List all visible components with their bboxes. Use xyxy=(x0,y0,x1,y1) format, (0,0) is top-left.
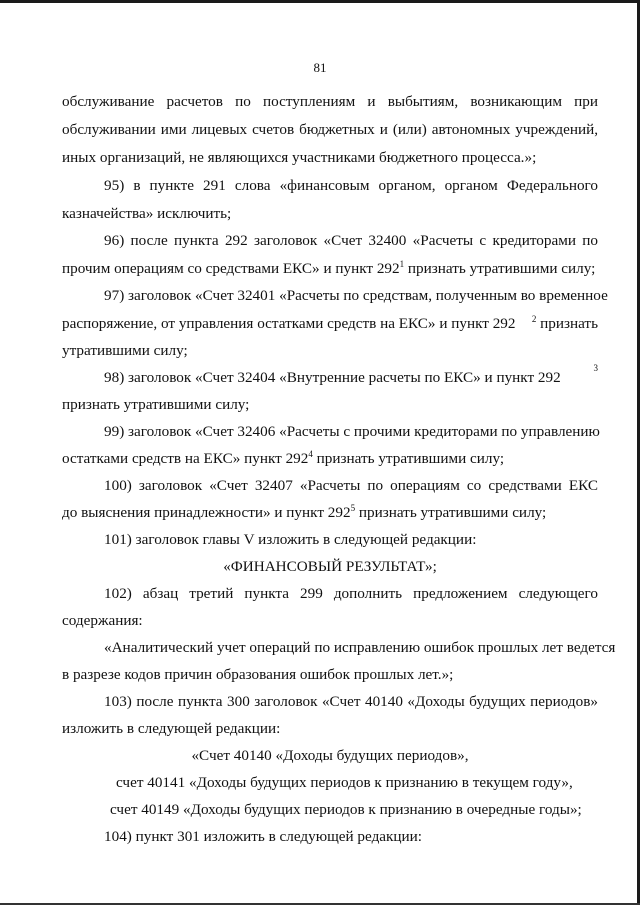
quoted-text: «Аналитический учет операций по исправлению ошибок прошлых лет ведется xyxy=(104,639,616,656)
text-line: прочим операциям со средствами ЕКС» и пункт $292^1$ признать утратившими силу; xyxy=(62,259,596,277)
list-item-95: 95) в пункте 291 слова «финансовым органом, органом Федерального xyxy=(104,177,598,194)
text-line: обслуживании ими лицевых счетов бюджетных и (или) автономных учреждений, xyxy=(62,121,598,138)
text-line: обслуживание расчетов по поступлениям и выбытиям, возникающим при xyxy=(62,93,598,110)
text-line: содержания: xyxy=(62,612,143,629)
account-heading: «Счет 40140 «Доходы будущих периодов», xyxy=(191,747,469,764)
text-line: до выяснения принадлежности» и пункт $292^5$ признать утратившими силу; xyxy=(62,503,547,521)
page-number: 81 xyxy=(313,60,327,75)
text-line: утратившими силу; xyxy=(62,342,188,359)
text-line: распоряжение, от управления остатками средств на ЕКС» и пункт 292 $^2$ признать xyxy=(62,314,598,332)
text-line: в разрезе кодов причин образования ошибок прошлых лет.»; xyxy=(62,666,454,683)
list-item-103: 103) после пункта 300 заголовок «Счет 40140 «Доходы будущих периодов» xyxy=(104,693,598,710)
list-item-100: 100) заголовок «Счет 32407 «Расчеты по операциям со средствами ЕКС xyxy=(104,477,598,494)
chapter-title: «ФИНАНСОВЫЙ РЕЗУЛЬТАТ»; xyxy=(223,558,437,575)
list-item-98: 98) заголовок «Счет 32404 «Внутренние расчеты по ЕКС» и пункт 292 3 xyxy=(104,363,598,386)
text-line: остатками средств на ЕКС» пункт $292^4$ признать утратившими силу; xyxy=(62,449,505,467)
list-item-96: 96) после пункта 292 заголовок «Счет 32400 «Расчеты с кредиторами по xyxy=(104,232,598,249)
list-item-97: 97) заголовок «Счет 32401 «Расчеты по средствам, полученным во временное xyxy=(104,287,608,304)
scan-border-top xyxy=(0,0,640,3)
account-line: счет 40141 «Доходы будущих периодов к признанию в текущем году», xyxy=(116,774,573,791)
list-item-99: 99) заголовок «Счет 32406 «Расчеты с прочими кредиторами по управлению xyxy=(104,423,600,440)
list-item-102: 102) абзац третий пункта 299 дополнить предложением следующего xyxy=(104,585,598,602)
text-line: иных организаций, не являющихся участниками бюджетного процесса.»; xyxy=(62,149,537,166)
list-item-101: 101) заголовок главы V изложить в следующей редакции: xyxy=(104,531,477,548)
text-line: изложить в следующей редакции: xyxy=(62,720,281,737)
text-line: казначейства» исключить; xyxy=(62,205,232,222)
text-line: признать утратившими силу; xyxy=(62,396,250,413)
list-item-104: 104) пункт 301 изложить в следующей редакции: xyxy=(104,828,423,845)
account-line: счет 40149 «Доходы будущих периодов к признанию в очередные годы»; xyxy=(110,801,582,818)
